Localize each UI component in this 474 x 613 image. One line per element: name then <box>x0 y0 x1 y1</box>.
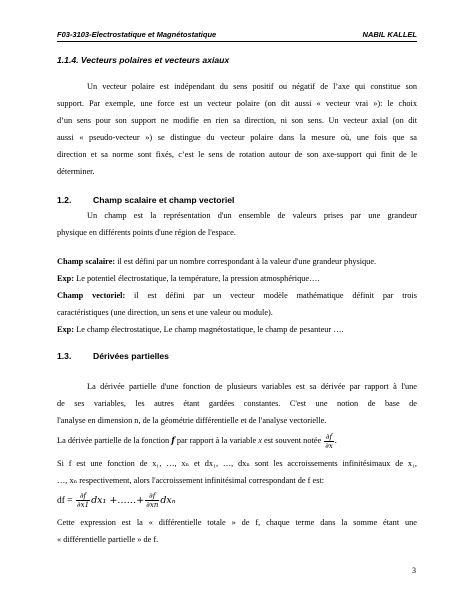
partial-fraction-2 <box>145 492 159 509</box>
fraction-denominator: ∂x <box>325 441 333 450</box>
fraction-denominator: ∂xn <box>146 501 159 510</box>
page-header <box>57 30 417 39</box>
paragraph-polar-axial <box>57 78 417 180</box>
example-text: Le champ électrostatique, Le champ magnétostatique, le champ de pesanteur …. <box>74 325 344 334</box>
text-line: …, xₙ respectivement, alors l'accroissement infinitésimal correspondant de f est: <box>57 476 325 485</box>
formula-lhs: df = <box>57 496 73 506</box>
text-line: Un champ est la représentation d'un ensemble de valeurs prises par une grandeur <box>87 211 417 220</box>
section-heading-1-1-4 <box>57 55 229 65</box>
partial-derivative-fraction <box>324 433 334 450</box>
header-course-title: F03-3103-Electrostatique et Magnétostatique <box>57 30 217 39</box>
text-fragment: est souvent notée <box>261 436 324 445</box>
function-symbol: f <box>171 435 175 445</box>
text-line: d’un sens pour son support ne modifie en rien sa direction, ni son sens. Un vecteur axial (on dit <box>57 116 417 125</box>
scalar-field-label: Champ scalaire: <box>57 257 116 266</box>
scalar-field-line <box>57 253 417 270</box>
vector-field-line <box>57 287 417 304</box>
example-text: Le potentiel électrostatique, la température, la pression atmosphérique…. <box>74 274 320 283</box>
header-author: NABIL KALLEL <box>362 30 417 39</box>
header-rule <box>57 41 417 42</box>
page-number: 3 <box>412 566 416 575</box>
formula-middle: dx₁ +……+ <box>91 495 145 506</box>
text-line: Cette expression est la « différentielle totale » de f, chaque terme dans la somme étant une <box>57 518 417 527</box>
formula-end: dxₙ <box>160 495 176 506</box>
text-fragment: par rapport à la variable <box>174 436 259 445</box>
text-line: « différentielle partielle » de f. <box>57 535 159 544</box>
section-heading-1-3 <box>57 351 169 361</box>
section-title: Champ scalaire et champ vectoriel <box>93 195 235 205</box>
section-number: 1.2. <box>57 195 72 205</box>
example-label: Exp: <box>57 274 75 283</box>
text-line: direction et sa norme sont fixés, c’est le sens de rotation autour de son axe-support qui finit de le <box>57 150 417 159</box>
example-line <box>57 321 417 338</box>
text-line: Un vecteur polaire est indépendant du sens positif ou négatif de l’axe qui constitue son <box>87 82 417 91</box>
text-line: caractéristiques (une direction, un sens et une valeur ou module). <box>57 308 273 317</box>
notation-line <box>57 430 417 451</box>
fraction-numerator: ∂f <box>325 432 333 441</box>
vector-field-label: Champ vectoriel: <box>57 291 126 300</box>
total-differential-paragraph <box>57 514 417 548</box>
partial-fraction-1 <box>76 492 90 509</box>
fraction-numerator: ∂f <box>145 492 159 501</box>
text-line: aussi « pseudo-vecteur ») se distingue du vecteur polaire dans la mesure où, une fois que sa <box>57 133 417 142</box>
fraction-numerator: ∂f <box>76 492 90 501</box>
text-line: physique en différents points d'une région de l'espace. <box>57 228 236 237</box>
increments-paragraph <box>57 455 417 489</box>
paragraph-partial-derivative <box>57 378 417 429</box>
section-title: Dérivées partielles <box>93 351 169 361</box>
paragraph-field-definition <box>57 207 417 241</box>
text-line: l'analyse en dimension n, de la géométrie différentielle et de l'analyse vectorielle. <box>57 416 327 425</box>
variable-symbol: x <box>258 436 262 445</box>
section-number: 1.3. <box>57 351 72 361</box>
text-line: Si f est une fonction de x₁, …, xₙ et dx₁, …, dxₙ sont les accroissements infinitésimaux de x₁, <box>57 459 417 468</box>
total-differential-formula <box>57 490 417 512</box>
example-line <box>57 270 417 287</box>
text-line: déterminer. <box>57 167 95 176</box>
field-definitions-block <box>57 253 417 338</box>
section-heading-1-2 <box>57 195 234 205</box>
text-fragment: . <box>334 436 337 445</box>
example-label: Exp: <box>57 325 75 334</box>
section-number: 1.1.4. <box>57 55 79 65</box>
text-line: support. Par exemple, une force est un vecteur polaire (on dit aussi « vecteur vrai »): le choix <box>57 99 417 108</box>
text-line: de ses variables, les autres étant gardées constantes. C'est une notion de base de <box>57 399 417 408</box>
fraction-denominator: ∂x1 <box>77 501 90 510</box>
text-line: La dérivée partielle d'une fonction de plusieurs variables est sa dérivée par rapport à l'une <box>87 382 417 391</box>
section-title: Vecteurs polaires et vecteurs axiaux <box>80 55 230 65</box>
vector-field-text: il est défini par un vecteur modèle mathématique définit par trois <box>125 291 417 300</box>
text-fragment: La dérivée partielle de la fonction <box>57 436 172 445</box>
scalar-field-text: il est défini par un nombre correspondant à la valeur d'une grandeur physique. <box>115 257 377 266</box>
